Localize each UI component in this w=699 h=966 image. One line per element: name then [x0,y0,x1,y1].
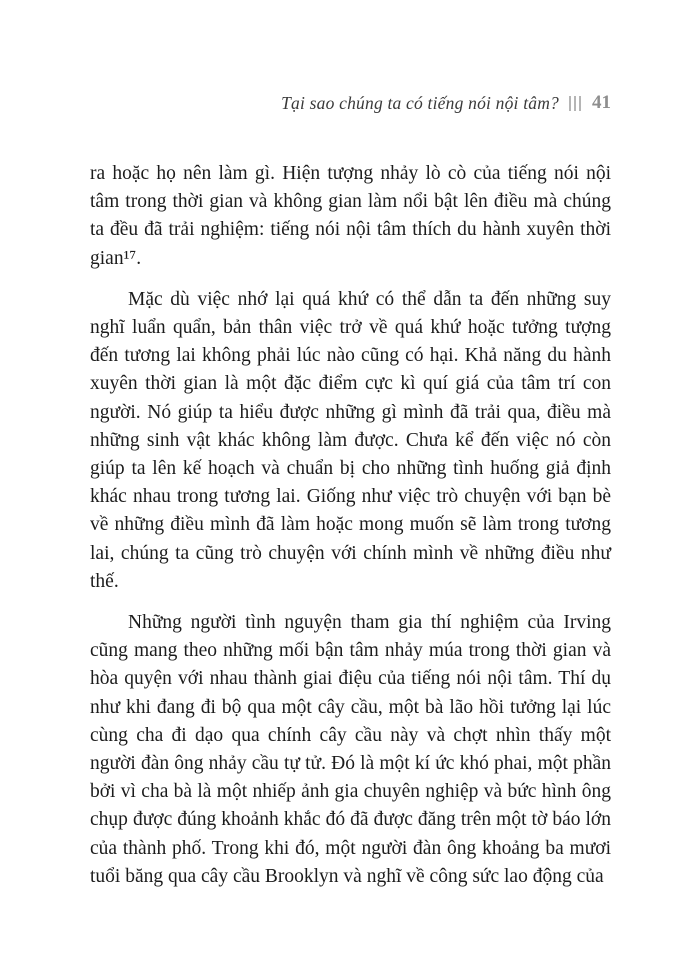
page-number: 41 [592,92,611,113]
paragraph: Những người tình nguyện tham gia thí nghiệm của Irving cũng mang theo những mối bận tâm nhảy múa trong thời gian và hòa quyện với nhau thành giai điệu của tiếng nói nội tâm. Thí dụ như khi đang đi bộ qua một cây cầu, một bà lão hồi tưởng lại lúc cùng cha đi dạo qua chính cây cầu này và chợt nhìn thấy một người đàn ông nhảy cầu tự tử. Đó là một kí ức khó phai, một phần bởi vì cha bà là một nhiếp ảnh gia chuyên nghiệp và bức hình ông chụp được đúng khoảnh khắc đó đã được đăng trên một tờ báo lớn của thành phố. Trong khi đó, một người đàn ông khoảng ba mươi tuổi băng qua cây cầu Brooklyn và nghĩ về công sức lao động của [90,612,611,887]
page-marker-icon [569,96,582,111]
paragraph: Mặc dù việc nhớ lại quá khứ có thể dẫn ta đến những suy nghĩ luẩn quẩn, bản thân việc trở về quá khứ hoặc tưởng tượng đến tương lai không phải lúc nào cũng có hại. Khả năng du hành xuyên thời gian là một đặc điểm cực kì quí giá của tâm trí con người. Nó giúp ta hiểu được những gì mình đã trải qua, điều mà những sinh vật khác không làm được. Chưa kể đến việc nó còn giúp ta lên kế hoạch và chuẩn bị cho những tình huống giả định khác nhau trong tương lai. Giống như việc trò chuyện với bạn bè về những điều mình đã làm hoặc mong muốn sẽ làm trong tương lai, chúng ta cũng trò chuyện với chính mình về những điều như thế. [90,288,611,592]
page-header [90,92,611,114]
running-title: Tại sao chúng ta có tiếng nói nội tâm? [281,92,559,113]
body-text [90,160,611,891]
paragraph: ra hoặc họ nên làm gì. Hiện tượng nhảy lò cò của tiếng nói nội tâm trong thời gian và không gian làm nổi bật lên điều mà chúng ta đều đã trải nghiệm: tiếng nói nội tâm thích du hành xuyên thời gian¹⁷. [90,163,611,269]
